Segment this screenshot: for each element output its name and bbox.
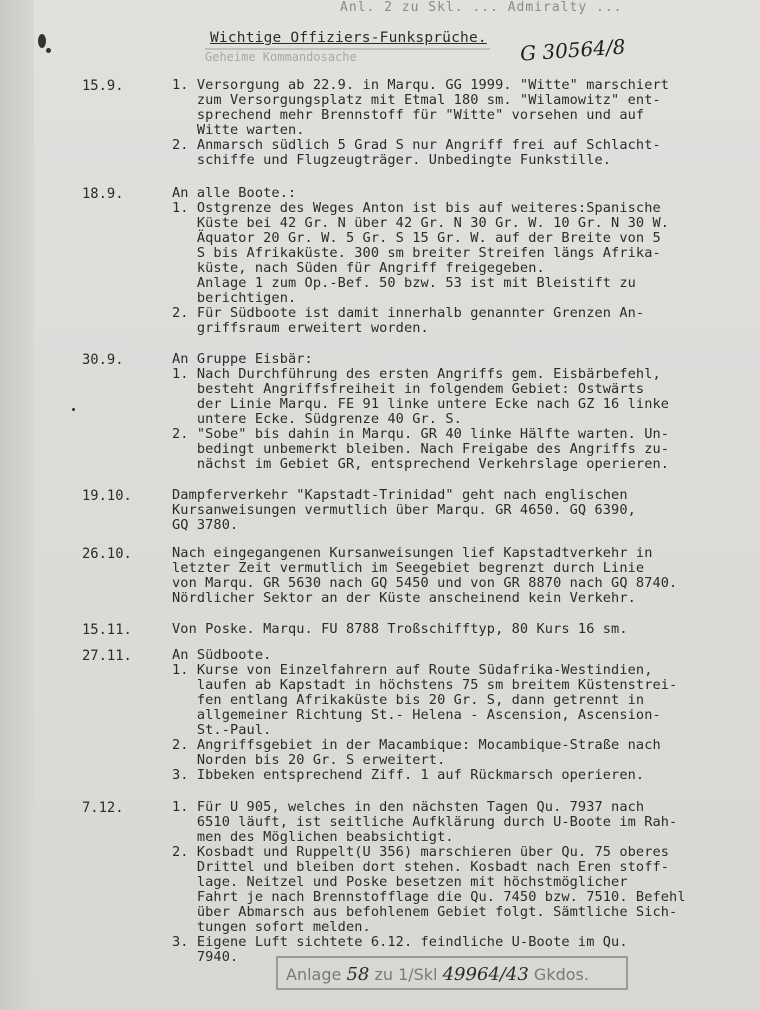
entry-line: 2. Kosbadt und Ruppelt(U 356) marschieren über Qu. 75 oberes — [172, 844, 670, 860]
faded-classification-stamp: Geheime Kommandosache — [205, 48, 490, 64]
entry-line: von Marqu. GR 5630 nach GQ 5450 und von GR 8870 nach GQ 8740. — [172, 575, 678, 591]
entry-line: 1. Kurse von Einzelfahrern auf Route Südafrika-Westindien, — [172, 662, 653, 678]
entry-text — [172, 546, 677, 606]
entry-text — [172, 800, 686, 965]
entry-line: Norden bis 20 Gr. S erweitert. — [172, 752, 446, 768]
entry-line: 1. Für U 905, welches in den nächsten Tagen Qu. 7937 nach — [172, 799, 645, 815]
entry-line: sprechend mehr Brennstoff für "Witte" vorsehen und auf — [172, 107, 645, 123]
entry-line: 7940. — [172, 949, 239, 965]
entry-line: 1. Nach Durchführung des ersten Angriffs gem. Eisbärbefehl, — [172, 366, 661, 382]
entry-date: 26.10. — [82, 546, 132, 562]
entry-line: GQ 3780. — [172, 517, 239, 533]
entry-date: 7.12. — [82, 800, 124, 816]
entry-line: bedingt unbemerkt bleiben. Nach Freigabe des Angriffs zu- — [172, 441, 670, 457]
entry-line: küste, nach Süden für Angriff freigegeben. — [172, 260, 545, 276]
entry-text — [172, 78, 669, 168]
entry-text — [172, 488, 636, 533]
entry-date: 15.9. — [82, 78, 124, 94]
entry-line: der Linie Marqu. FE 91 linke untere Ecke nach GZ 16 linke — [172, 396, 670, 412]
entry-line: Von Poske. Marqu. FU 8788 Troßschifftyp, 80 Kurs 16 sm. — [172, 621, 628, 637]
annex-stamp-number: 58 — [346, 964, 370, 985]
entry-line: An Südboote. — [172, 647, 272, 663]
entry-line: Dampferverkehr "Kapstadt-Trinidad" geht nach englischen — [172, 487, 628, 503]
entry-date: 27.11. — [82, 648, 132, 664]
entry-line: Nördlicher Sektor an der Küste anscheinend kein Verkehr. — [172, 590, 636, 606]
entry-date: 19.10. — [82, 488, 132, 504]
entry-line: Nach eingegangenen Kursanweisungen lief Kapstadtverkehr in — [172, 545, 653, 561]
entry-line: 2. Angriffsgebiet in der Macambique: Mocambique-Straße nach — [172, 737, 661, 753]
entry-line: 1. Ostgrenze des Weges Anton ist bis auf weiteres:Spanische — [172, 200, 661, 216]
annex-stamp — [276, 956, 628, 990]
entry-line: Küste bei 42 Gr. N über 42 Gr. N 30 Gr. W. 10 Gr. N 30 W. — [172, 215, 670, 231]
entry-date: 30.9. — [82, 352, 124, 368]
entry-line: An alle Boote.: — [172, 185, 297, 201]
entry-line: allgemeiner Richtung St.- Helena - Ascension, Ascension- — [172, 707, 661, 723]
entry-line: Fahrt je nach Brennstofflage die Qu. 7450 bzw. 7510. Befehl — [172, 889, 686, 905]
entry-line: S bis Afrikaküste. 300 sm breiter Streifen längs Afrika- — [172, 245, 661, 261]
ink-speck — [38, 34, 46, 48]
entry-line: zum Versorgungsplatz mit Etmal 180 sm. "Wilamowitz" ent- — [172, 92, 661, 108]
entry-line: letzter Zeit vermutlich im Seegebiet begrenzt durch Linie — [172, 560, 645, 576]
annex-stamp-suffix: Gkdos. — [533, 965, 589, 984]
entry-date: 15.11. — [82, 622, 132, 638]
document-title: Wichtige Offiziers-Funksprüche. — [210, 30, 487, 46]
page-fold-shadow — [0, 0, 34, 1010]
entry-line: Drittel und bleiben dort stehen. Kosbadt nach Eren stoff- — [172, 859, 670, 875]
entry-text — [172, 648, 677, 783]
entry-line: tungen sofort melden. — [172, 919, 371, 935]
entry-line: Kursanweisungen vermutlich über Marqu. GR 4650. GQ 6390, — [172, 502, 636, 518]
entry-line: besteht Angriffsfreiheit in folgendem Gebiet: Ostwärts — [172, 381, 645, 397]
annex-stamp-prefix: Anlage — [286, 965, 342, 984]
ink-speck — [72, 408, 75, 411]
entry-line: Äquator 20 Gr. W. 5 Gr. S 15 Gr. W. auf der Breite von 5 — [172, 230, 661, 246]
entry-line: Anlage 1 zum Op.-Bef. 50 bzw. 53 ist mit Bleistift zu — [172, 275, 636, 291]
entry-text — [172, 352, 669, 472]
header-strip: Anl. 2 zu Skl. ... Admiralty ... — [340, 0, 623, 15]
entry-line: über Abmarsch aus befohlenem Gebiet folgt. Sämtliche Sich- — [172, 904, 678, 920]
entry-line: lage. Neitzel und Poske besetzen mit höchstmöglicher — [172, 874, 628, 890]
entry-line: untere Ecke. Südgrenze 40 Gr. S. — [172, 411, 462, 427]
entry-line: 2. Für Südboote ist damit innerhalb genannter Grenzen An- — [172, 305, 645, 321]
entry-line: 2. "Sobe" bis dahin in Marqu. GR 40 linke Hälfte warten. Un- — [172, 426, 670, 442]
entry-line: 3. Eigene Luft sichtete 6.12. feindliche U-Boote im Qu. — [172, 934, 628, 950]
entry-line: Witte warten. — [172, 122, 305, 138]
annex-stamp-mid: zu 1/Skl — [374, 965, 438, 984]
entry-text — [172, 622, 628, 637]
entry-line: 1. Versorgung ab 22.9. in Marqu. GG 1999. "Witte" marschiert — [172, 77, 670, 93]
entry-line: 6510 läuft, ist seitliche Aufklärung durch U-Boote im Rah- — [172, 814, 678, 830]
entry-line: fen entlang Afrikaküste bis 20 Gr. S, dann getrennt in — [172, 692, 645, 708]
entry-text — [172, 186, 669, 336]
entry-line: men des Möglichen beabsichtigt. — [172, 829, 454, 845]
entry-line: schiffe und Flugzeugträger. Unbedingte Funkstille. — [172, 152, 612, 168]
entry-line: 3. Ibbeken entsprechend Ziff. 1 auf Rückmarsch operieren. — [172, 767, 645, 783]
entry-line: 2. Anmarsch südlich 5 Grad S nur Angriff frei auf Schlacht- — [172, 137, 661, 153]
annex-stamp-handwritten: 49964/43 — [442, 964, 529, 985]
handwritten-reference: G 30564/8 — [519, 34, 627, 66]
entry-date: 18.9. — [82, 186, 124, 202]
ink-speck — [46, 48, 51, 53]
entry-line: An Gruppe Eisbär: — [172, 351, 313, 367]
entry-line: nächst im Gebiet GR, entsprechend Verkehrslage operieren. — [172, 456, 670, 472]
entry-line: griffsraum erweitert worden. — [172, 320, 429, 336]
entry-line: laufen ab Kapstadt in höchstens 75 sm breitem Küstenstrei- — [172, 677, 678, 693]
entry-line: berichtigen. — [172, 290, 297, 306]
entry-line: St.-Paul. — [172, 722, 272, 738]
